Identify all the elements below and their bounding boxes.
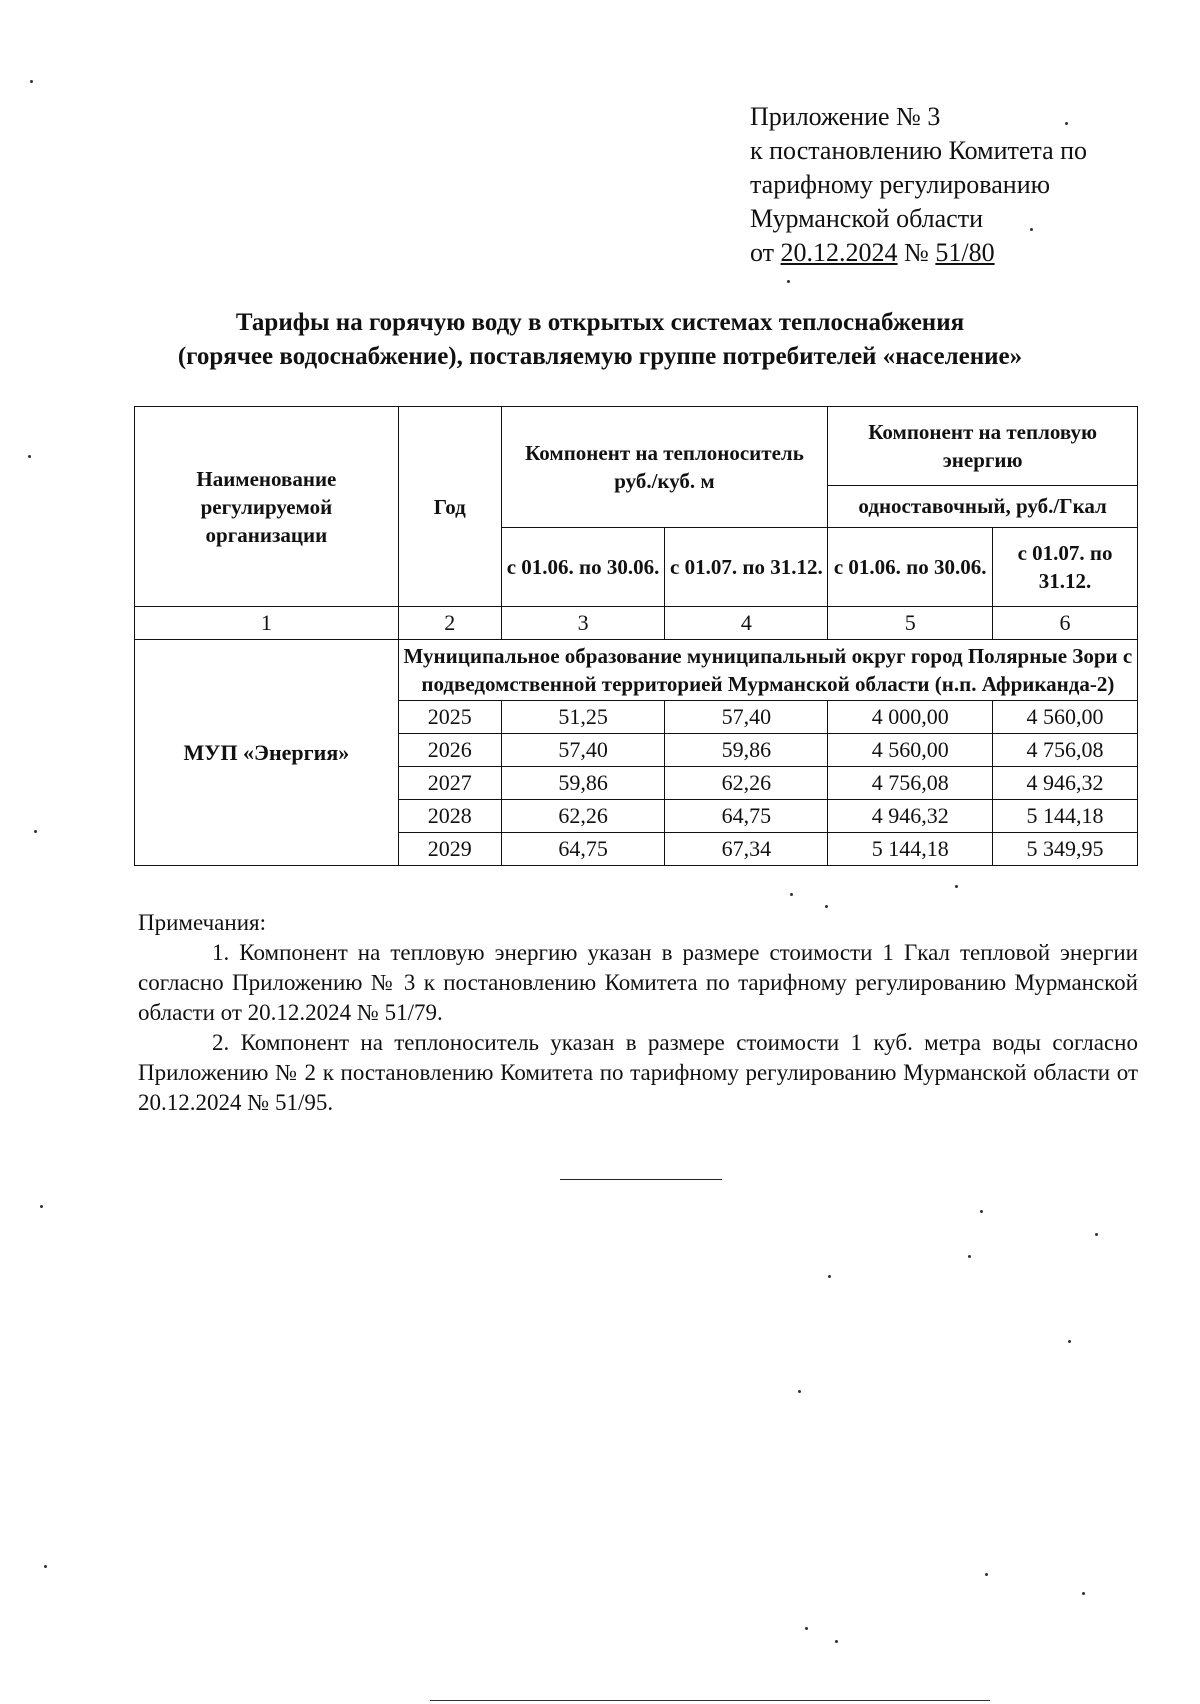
scan-speck xyxy=(980,1210,983,1213)
tariff-table xyxy=(134,406,1138,866)
scan-speck xyxy=(835,1640,838,1643)
scan-speck xyxy=(34,830,37,833)
value-cell: 57,40 xyxy=(501,734,665,767)
organization-name: МУП «Энергия» xyxy=(135,640,399,866)
value-cell: 59,86 xyxy=(501,767,665,800)
title-line: Тарифы на горячую воду в открытых системах теплоснабжения xyxy=(235,309,965,336)
scan-speck xyxy=(787,280,790,283)
value-cell: 4 946,32 xyxy=(993,767,1138,800)
scan-speck xyxy=(1068,1340,1071,1343)
header-period: с 01.07. по 31.12. xyxy=(665,528,828,607)
note-item: 1. Компонент на тепловую энергию указан в размере стоимости 1 Гкал тепловой энергии согласно Приложению № 3 к постановлению Комитета по тарифному регулированию Мурманской области от 20.12.2024 № 51/79. xyxy=(138,940,1138,1025)
appendix-date-line xyxy=(750,236,1087,270)
scan-speck xyxy=(825,905,828,908)
column-number: 3 xyxy=(501,607,665,640)
value-cell: 62,26 xyxy=(501,800,665,833)
value-cell: 64,75 xyxy=(501,833,665,866)
note-item: 2. Компонент на теплоноситель указан в размере стоимости 1 куб. метра воды согласно Приложению № 2 к постановлению Комитета по тарифному регулированию Мурманской области от 20.12.2024 № 51/95. xyxy=(138,1030,1138,1115)
scan-speck xyxy=(798,1390,801,1393)
column-number: 1 xyxy=(135,607,399,640)
value-cell: 64,75 xyxy=(665,800,828,833)
scan-speck xyxy=(44,1565,47,1568)
scan-speck xyxy=(985,1573,988,1576)
appendix-line: Мурманской области xyxy=(750,204,983,233)
municipality-name: Муниципальное образование муниципальный округ город Полярные Зори с подведомственной территорией Мурманской области (н.п. Африканда-2) xyxy=(398,640,1137,701)
column-number: 5 xyxy=(828,607,993,640)
scan-speck xyxy=(28,455,31,458)
appendix-decree-number: 51/80 xyxy=(935,238,995,267)
appendix-line: тарифному регулированию xyxy=(750,170,1051,199)
scan-speck xyxy=(40,1205,43,1208)
header-carrier-component: Компонент на теплоноситель руб./куб. м xyxy=(501,407,828,528)
scan-speck xyxy=(955,885,958,888)
year-cell: 2027 xyxy=(398,767,501,800)
header-period: с 01.07. по 31.12. xyxy=(993,528,1138,607)
header-energy-component: Компонент на тепловую энергию xyxy=(828,407,1138,486)
bottom-edge-line xyxy=(430,1700,990,1701)
scan-speck xyxy=(805,1627,808,1630)
value-cell: 51,25 xyxy=(501,701,665,734)
value-cell: 4 756,08 xyxy=(993,734,1138,767)
value-cell: 62,26 xyxy=(665,767,828,800)
year-cell: 2028 xyxy=(398,800,501,833)
column-number: 4 xyxy=(665,607,828,640)
scan-speck xyxy=(30,80,33,83)
scan-speck xyxy=(1030,228,1033,231)
separator-line xyxy=(560,1179,722,1180)
appendix-number-sign: № xyxy=(897,238,936,267)
year-cell: 2025 xyxy=(398,701,501,734)
header-year: Год xyxy=(398,407,501,607)
value-cell: 4 560,00 xyxy=(993,701,1138,734)
header-period: с 01.06. по 30.06. xyxy=(501,528,665,607)
scan-speck xyxy=(790,893,793,896)
value-cell: 5 144,18 xyxy=(828,833,993,866)
column-number: 6 xyxy=(993,607,1138,640)
appendix-date: 20.12.2024 xyxy=(780,238,898,267)
scan-speck xyxy=(1065,122,1068,125)
column-number-row xyxy=(135,607,1138,640)
value-cell: 57,40 xyxy=(665,701,828,734)
header-organization: Наименование регулируемой организации xyxy=(135,407,399,607)
value-cell: 4 560,00 xyxy=(828,734,993,767)
scan-speck xyxy=(968,1255,971,1258)
value-cell: 5 144,18 xyxy=(993,800,1138,833)
value-cell: 59,86 xyxy=(665,734,828,767)
value-cell: 4 000,00 xyxy=(828,701,993,734)
scan-speck xyxy=(828,1275,831,1278)
header-period: с 01.06. по 30.06. xyxy=(828,528,993,607)
scan-speck xyxy=(1082,1592,1085,1595)
notes-section xyxy=(138,908,1138,1118)
value-cell: 5 349,95 xyxy=(993,833,1138,866)
scan-speck xyxy=(1095,1233,1098,1236)
header-energy-subtype: одноставочный, руб./Гкал xyxy=(828,485,1138,528)
title-line: (горячее водоснабжение), поставляемую группе потребителей «население» xyxy=(177,343,1023,370)
appendix-number: Приложение № 3 xyxy=(750,102,941,131)
appendix-line: к постановлению Комитета по xyxy=(750,136,1088,165)
year-cell: 2026 xyxy=(398,734,501,767)
column-number: 2 xyxy=(398,607,501,640)
value-cell: 67,34 xyxy=(665,833,828,866)
year-cell: 2029 xyxy=(398,833,501,866)
document-title xyxy=(100,306,1100,374)
value-cell: 4 756,08 xyxy=(828,767,993,800)
notes-heading: Примечания: xyxy=(138,910,266,935)
appendix-reference xyxy=(750,100,1087,270)
appendix-from: от xyxy=(750,238,781,267)
value-cell: 4 946,32 xyxy=(828,800,993,833)
